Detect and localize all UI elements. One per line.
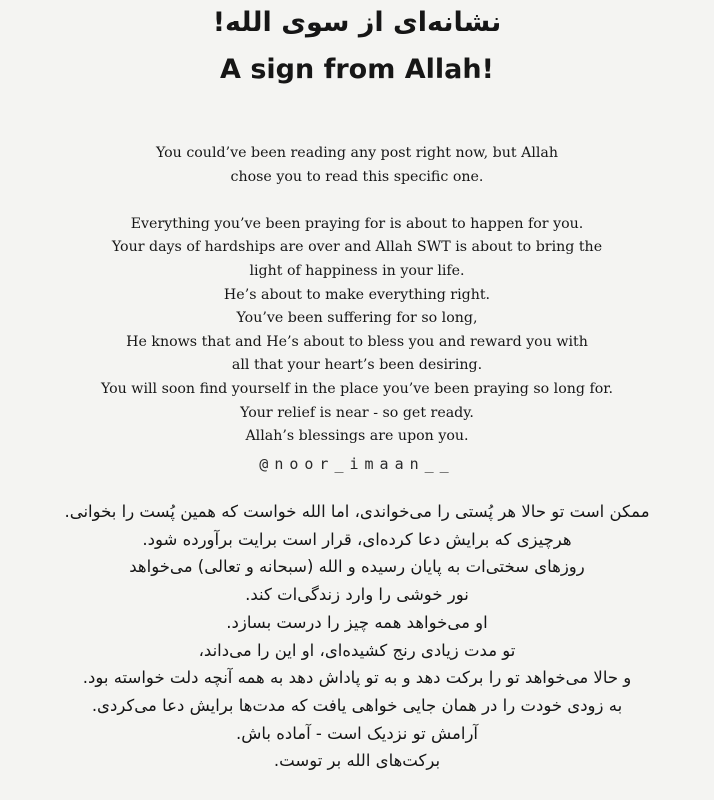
english-line: Your days of hardships are over and Allah SWT is about to bring the — [111, 239, 603, 256]
persian-line: به زودی خودت را در همان جایی خواهی یافت که مدت‌ها برایش دعا می‌کردی. — [91, 695, 623, 715]
english-text-block — [30, 142, 684, 449]
author-handle: @noor_imaan__ — [259, 455, 455, 473]
persian-title: نشانه‌ای از سوی الله! — [212, 7, 502, 38]
paragraph-gap — [30, 189, 684, 213]
english-line: He’s about to make everything right. — [223, 286, 491, 303]
english-line: Allah’s blessings are upon you. — [245, 428, 469, 445]
english-line: He knows that and He’s about to bless you and reward you with — [126, 333, 588, 350]
persian-line: برکت‌های الله بر توست. — [273, 751, 441, 771]
persian-line: روزهای سختی‌ات به پایان رسیده و الله (سبحانه و تعالی) می‌خواهد — [129, 557, 585, 577]
english-line: all that your heart’s been desiring. — [231, 357, 483, 374]
persian-line: نور خوشی را وارد زندگی‌ات کند. — [245, 585, 469, 605]
english-line: light of happiness in your life. — [249, 262, 465, 279]
persian-line: او می‌خواهد همه چیز را درست بسازد. — [226, 612, 488, 632]
english-title: A sign from Allah! — [220, 54, 494, 85]
persian-line: هرچیزی که برایش دعا کرده‌ای، قرار است برایت برآورده شود. — [142, 529, 572, 549]
english-line: Everything you’ve been praying for is about to happen for you. — [130, 215, 584, 232]
persian-line: و حالا می‌خواهد تو را برکت دهد و به تو پاداش دهد به همه آنچه دلت خواسته بود. — [82, 668, 632, 688]
english-line: Your relief is near - so get ready. — [240, 404, 474, 421]
persian-line: آرامش تو نزدیک است - آماده باش. — [235, 723, 478, 743]
english-line: chose you to read this specific one. — [230, 168, 484, 185]
persian-text-block — [40, 498, 674, 775]
english-line: You will soon find yourself in the place you’ve been praying so long for. — [100, 380, 613, 397]
english-line: You could’ve been reading any post right now, but Allah — [156, 145, 558, 161]
persian-line: تو مدت زیادی رنج کشیده‌ای، او این را می‌داند، — [198, 640, 516, 660]
persian-line: ممکن است تو حالا هر پُستی را می‌خواندی، اما الله خواست که همین پُست را بخوانی. — [64, 502, 650, 521]
english-line: You’ve been suffering for so long, — [236, 310, 478, 327]
